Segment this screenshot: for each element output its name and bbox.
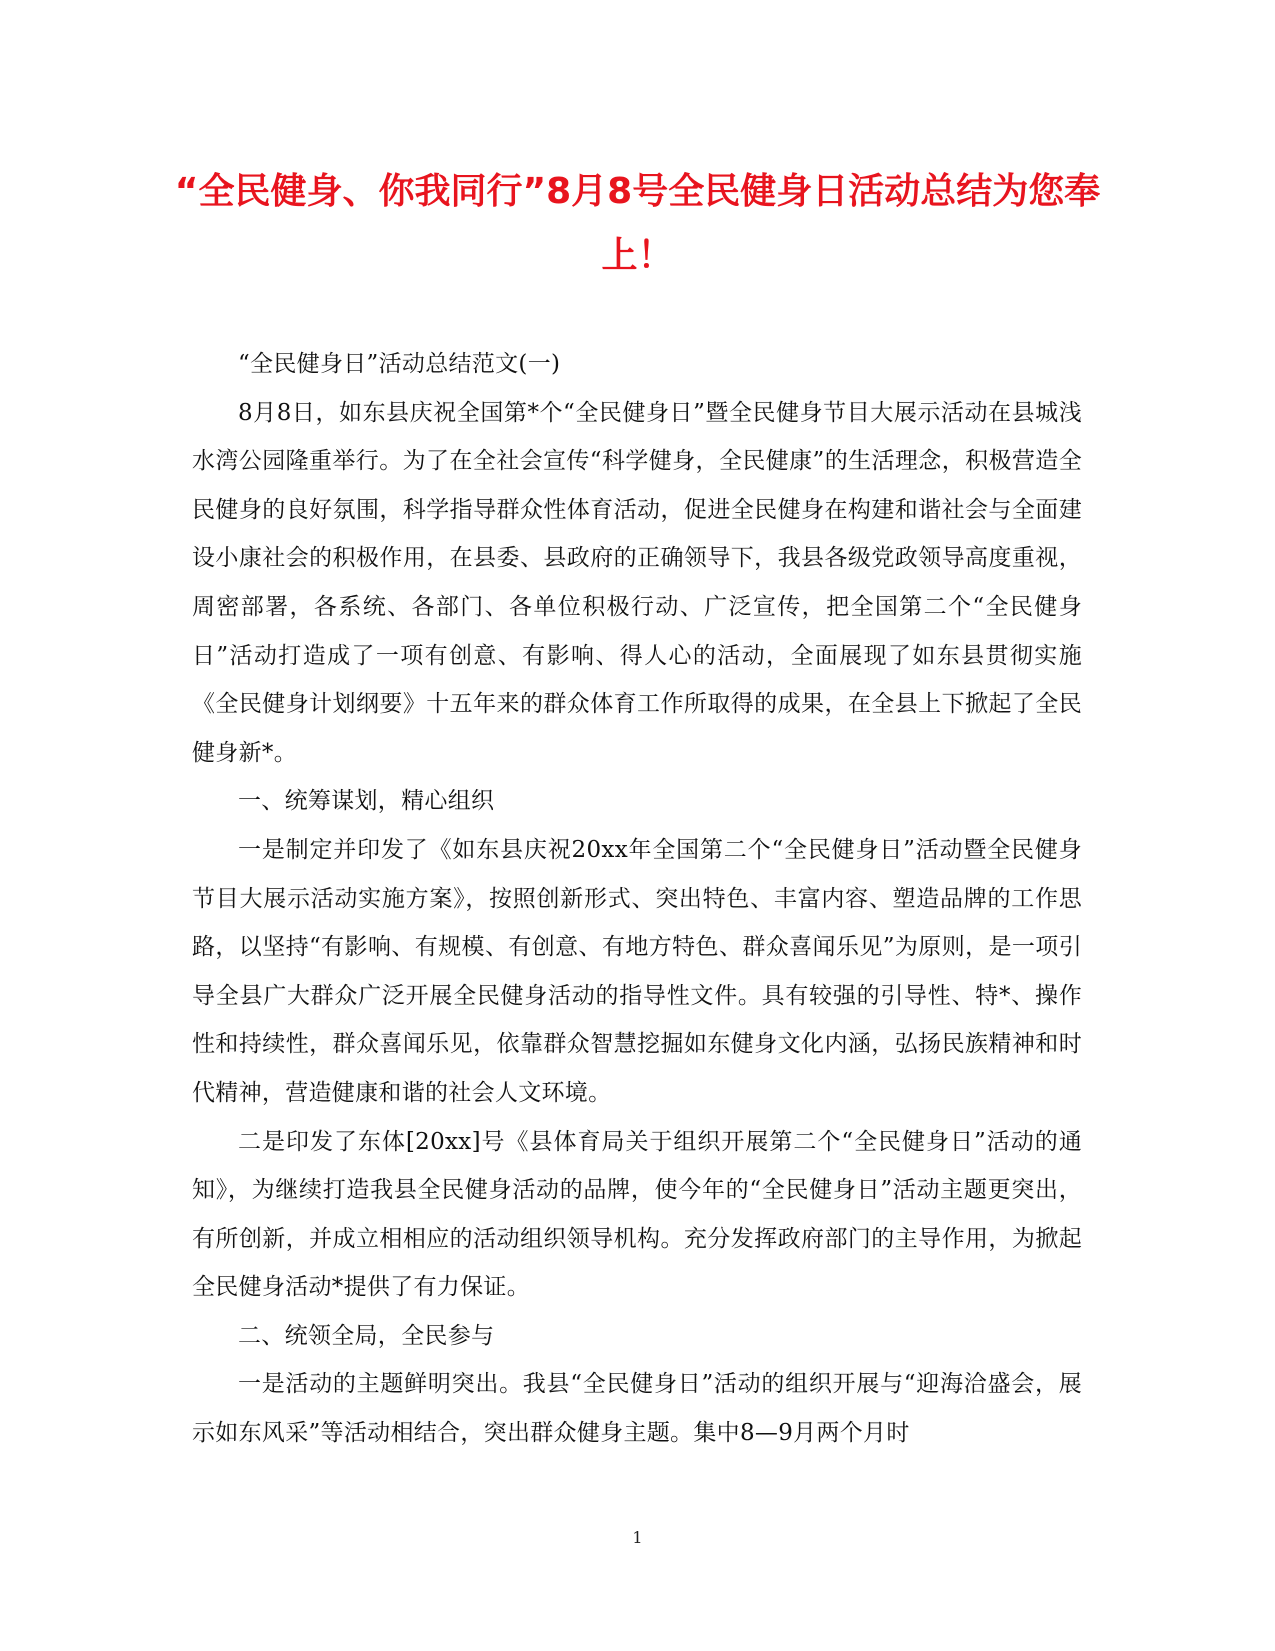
document-title: “全民健身、你我同行”8月8号全民健身日活动总结为您奉上！ bbox=[174, 171, 1101, 276]
body-paragraph: 一是制定并印发了《如东县庆祝20xx年全国第二个“全民健身日”活动暨全民健身节目大展示活动实施方案》，按照创新形式、突出特色、丰富内容、塑造品牌的工作思路，以坚持“有影响、有规模、有创意、有地方特色、群众喜闻乐见”为原则，是一项引导全县广大群众广泛开展全民健身活动的指导性文件。具有较强的引导性、特*、操作性和持续性，群众喜闻乐见，依靠群众智慧挖掘如东健身文化内涵，弘扬民族精神和时代精神，营造健康和谐的社会人文环境。 bbox=[192, 836, 1082, 1106]
section-heading: 二、统领全局，全民参与 bbox=[238, 1322, 495, 1349]
body-paragraph: 二是印发了东体[20xx]号《县体育局关于组织开展第二个“全民健身日”活动的通知》，为继续打造我县全民健身活动的品牌，使今年的“全民健身日”活动主题更突出，有所创新，并成立相相应的活动组织领导机构。充分发挥政府部门的主导作用，为掀起全民健身活动*提供了有力保证。 bbox=[192, 1128, 1082, 1301]
page-number: 1 bbox=[632, 1528, 643, 1547]
body-paragraph: 一是活动的主题鲜明突出。我县“全民健身日”活动的组织开展与“迎海洽盛会，展示如东风采”等活动相结合，突出群众健身主题。集中8—9月两个月时 bbox=[192, 1371, 1082, 1447]
body-paragraph: 8月8日，如东县庆祝全国第*个“全民健身日”暨全民健身节目大展示活动在县城浅水湾公园隆重举行。为了在全社会宣传“科学健身，全民健康”的生活理念，积极营造全民健身的良好氛围，科学指导群众性体育活动，促进全民健身在构建和谐社会与全面建设小康社会的积极作用，在县委、县政府的正确领导下，我县各级党政领导高度重视，周密部署，各系统、各部门、各单位积极行动、广泛宣传，把全国第二个“全民健身日”活动打造成了一项有创意、有影响、得人心的活动，全面展现了如东县贯彻实施《全民健身计划纲要》十五年来的群众体育工作所取得的成果，在全县上下掀起了全民健身新*。 bbox=[192, 399, 1082, 766]
document-body bbox=[192, 340, 1082, 1458]
section-heading: “全民健身日”活动总结范文(一) bbox=[238, 351, 561, 377]
section-heading: 一、统筹谋划，精心组织 bbox=[238, 788, 495, 815]
